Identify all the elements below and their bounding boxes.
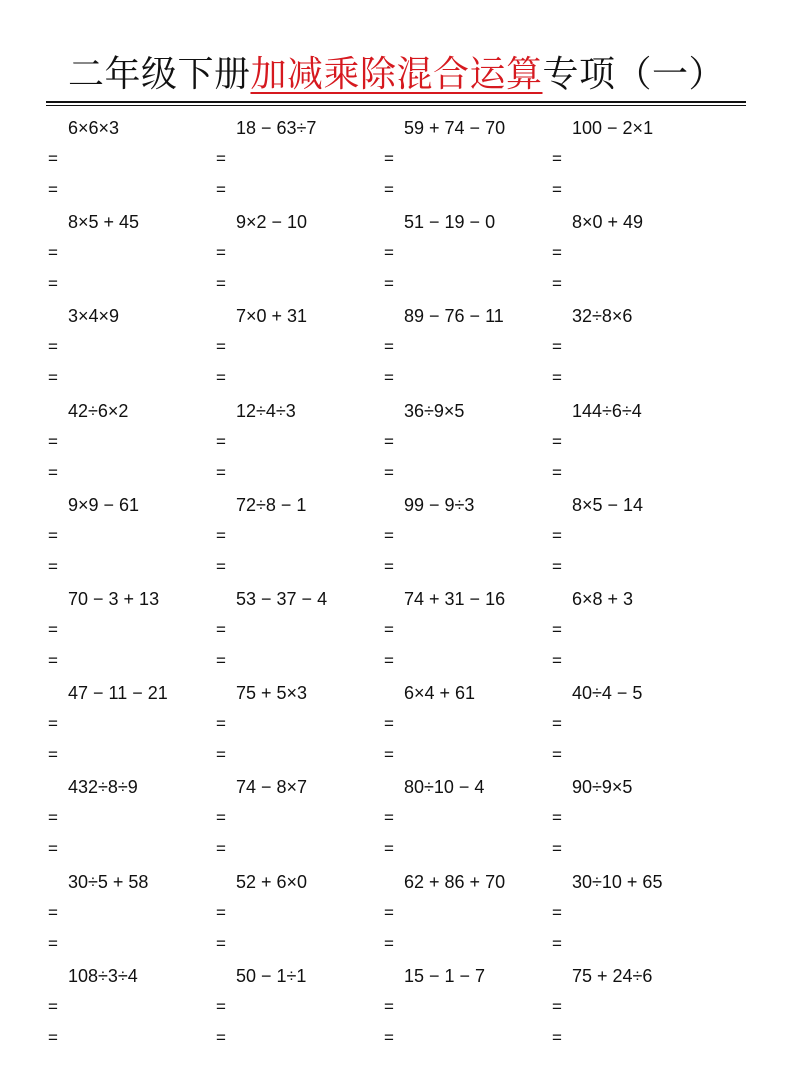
problem-expression: 432÷8÷9 <box>68 777 138 798</box>
title-highlight: 加减乘除混合运算 <box>250 54 543 95</box>
problem-expression: 7×0 + 31 <box>236 306 308 327</box>
answer-line-1[interactable]: = <box>384 996 394 1016</box>
answer-line-1[interactable]: = <box>48 996 58 1016</box>
answer-line-2[interactable]: = <box>552 368 562 388</box>
answer-line-2[interactable]: = <box>48 556 58 576</box>
answer-line-1[interactable]: = <box>48 620 58 639</box>
problem-expression: 59 + 74 − 70 <box>404 118 506 138</box>
answer-line-1[interactable]: = <box>552 431 562 451</box>
answer-line-2[interactable]: = <box>384 556 394 576</box>
problem-expression: 50 − 1÷1 <box>236 965 307 986</box>
answer-line-2[interactable]: = <box>48 933 58 953</box>
answer-line-2[interactable]: = <box>216 651 226 670</box>
answer-line-2[interactable]: = <box>552 1027 562 1047</box>
answer-line-1[interactable]: = <box>384 149 394 168</box>
answer-line-2[interactable]: = <box>48 462 58 482</box>
answer-line-1[interactable]: = <box>48 902 58 922</box>
answer-line-1[interactable]: = <box>384 620 394 639</box>
answer-line-1[interactable]: = <box>384 714 394 734</box>
problem-expression: 12÷4÷3 <box>236 400 296 421</box>
answer-line-2[interactable]: = <box>552 745 562 765</box>
problem-expression: 18 − 63÷7 <box>236 118 317 138</box>
answer-line-2[interactable]: = <box>384 933 394 953</box>
answer-line-1[interactable]: = <box>216 714 226 734</box>
problem-expression: 99 − 9÷3 <box>404 494 475 515</box>
problem-expression: 70 − 3 + 13 <box>68 589 160 609</box>
answer-line-2[interactable]: = <box>216 368 226 388</box>
answer-line-2[interactable]: = <box>384 651 394 670</box>
answer-line-2[interactable]: = <box>216 462 226 482</box>
answer-line-1[interactable]: = <box>384 431 394 451</box>
answer-line-2[interactable]: = <box>48 745 58 765</box>
answer-line-2[interactable]: = <box>48 651 58 670</box>
answer-line-1[interactable]: = <box>384 808 394 828</box>
answer-line-2[interactable]: = <box>552 933 562 953</box>
problem-expression: 30÷10 + 65 <box>572 871 663 892</box>
answer-line-2[interactable]: = <box>216 1027 226 1047</box>
title-prefix: 二年级下册 <box>67 54 251 95</box>
answer-line-2[interactable]: = <box>384 368 394 388</box>
problem-expression: 6×4 + 61 <box>404 683 476 704</box>
answer-line-2[interactable]: = <box>216 933 226 953</box>
answer-line-2[interactable]: = <box>384 180 394 199</box>
problem-expression: 8×0 + 49 <box>572 212 644 233</box>
answer-line-1[interactable]: = <box>552 808 562 828</box>
answer-line-2[interactable]: = <box>216 745 226 765</box>
answer-line-1[interactable]: = <box>552 337 562 357</box>
problem-expression: 36÷9×5 <box>404 400 465 421</box>
answer-line-2[interactable]: = <box>552 274 562 294</box>
answer-line-2[interactable]: = <box>216 180 226 199</box>
problem-expression: 40÷4 − 5 <box>572 683 643 704</box>
problem-expression: 51 − 19 − 0 <box>404 212 496 233</box>
problem-expression: 52 + 6×0 <box>236 871 308 892</box>
problem-expression: 32÷8×6 <box>572 306 633 327</box>
answer-line-2[interactable]: = <box>384 839 394 859</box>
problem-expression: 89 − 76 − 11 <box>404 306 504 327</box>
problem-expression: 74 − 8×7 <box>236 777 308 798</box>
answer-line-2[interactable]: = <box>384 274 394 294</box>
answer-line-1[interactable]: = <box>552 714 562 734</box>
answer-line-1[interactable]: = <box>48 714 58 734</box>
answer-line-2[interactable]: = <box>216 839 226 859</box>
answer-line-1[interactable]: = <box>48 525 58 545</box>
answer-line-2[interactable]: = <box>48 368 58 388</box>
answer-line-1[interactable]: = <box>384 902 394 922</box>
problem-expression: 72÷8 − 1 <box>236 494 307 515</box>
title-suffix: 专项（一） <box>542 54 726 95</box>
answer-line-1[interactable]: = <box>48 243 58 263</box>
problem-expression: 90÷9×5 <box>572 777 633 798</box>
answer-line-1[interactable]: = <box>216 996 226 1016</box>
problem-expression: 9×2 − 10 <box>236 212 308 233</box>
answer-line-1[interactable]: = <box>552 243 562 263</box>
problem-expression: 75 + 5×3 <box>236 683 308 704</box>
answer-line-2[interactable]: = <box>48 274 58 294</box>
answer-line-1[interactable]: = <box>48 808 58 828</box>
problem-expression: 108÷3÷4 <box>68 965 138 986</box>
answer-line-2[interactable]: = <box>384 745 394 765</box>
problem-expression: 3×4×9 <box>68 306 120 327</box>
answer-line-1[interactable]: = <box>552 902 562 922</box>
problem-expression: 53 − 37 − 4 <box>236 589 328 609</box>
answer-line-1[interactable]: = <box>216 243 226 263</box>
answer-line-1[interactable]: = <box>48 431 58 451</box>
problem-expression: 62 + 86 + 70 <box>404 871 506 892</box>
answer-line-2[interactable]: = <box>552 556 562 576</box>
answer-line-2[interactable]: = <box>384 1027 394 1047</box>
problem-expression: 144÷6÷4 <box>572 400 642 421</box>
problem-expression: 9×9 − 61 <box>68 494 140 515</box>
answer-line-2[interactable]: = <box>552 839 562 859</box>
answer-line-2[interactable]: = <box>552 180 562 199</box>
answer-line-1[interactable]: = <box>216 902 226 922</box>
answer-line-1[interactable]: = <box>552 149 562 168</box>
problem-expression: 30÷5 + 58 <box>68 871 149 892</box>
answer-line-1[interactable]: = <box>384 243 394 263</box>
answer-line-2[interactable]: = <box>48 180 58 199</box>
answer-line-1[interactable]: = <box>48 149 58 168</box>
problem-expression: 6×8 + 3 <box>572 589 634 609</box>
problem-expression: 100 − 2×1 <box>572 118 654 138</box>
problem-expression: 47 − 11 − 21 <box>68 683 168 704</box>
answer-line-1[interactable]: = <box>552 996 562 1016</box>
answer-line-1[interactable]: = <box>216 525 226 545</box>
answer-line-2[interactable]: = <box>384 462 394 482</box>
answer-line-2[interactable]: = <box>48 839 58 859</box>
problem-expression: 8×5 + 45 <box>68 212 140 233</box>
answer-line-2[interactable]: = <box>48 1027 58 1047</box>
problem-expression: 80÷10 − 4 <box>404 777 485 798</box>
answer-line-1[interactable]: = <box>216 620 226 639</box>
answer-line-1[interactable]: = <box>552 525 562 545</box>
problem-expression: 15 − 1 − 7 <box>404 965 486 986</box>
answer-line-1[interactable]: = <box>384 525 394 545</box>
answer-line-1[interactable]: = <box>216 337 226 357</box>
problem-expression: 8×5 − 14 <box>572 494 644 515</box>
answer-line-1[interactable]: = <box>216 431 226 451</box>
answer-line-1[interactable]: = <box>216 149 226 168</box>
answer-line-1[interactable]: = <box>552 620 562 639</box>
answer-line-2[interactable]: = <box>216 556 226 576</box>
answer-line-2[interactable]: = <box>552 462 562 482</box>
problem-expression: 74 + 31 − 16 <box>404 589 506 609</box>
answer-line-1[interactable]: = <box>384 337 394 357</box>
answer-line-2[interactable]: = <box>216 274 226 294</box>
answer-line-2[interactable]: = <box>552 651 562 670</box>
problem-expression: 42÷6×2 <box>68 400 129 421</box>
problem-expression: 75 + 24÷6 <box>572 965 653 986</box>
problem-expression: 6×6×3 <box>68 118 120 138</box>
answer-line-1[interactable]: = <box>48 337 58 357</box>
answer-line-1[interactable]: = <box>216 808 226 828</box>
